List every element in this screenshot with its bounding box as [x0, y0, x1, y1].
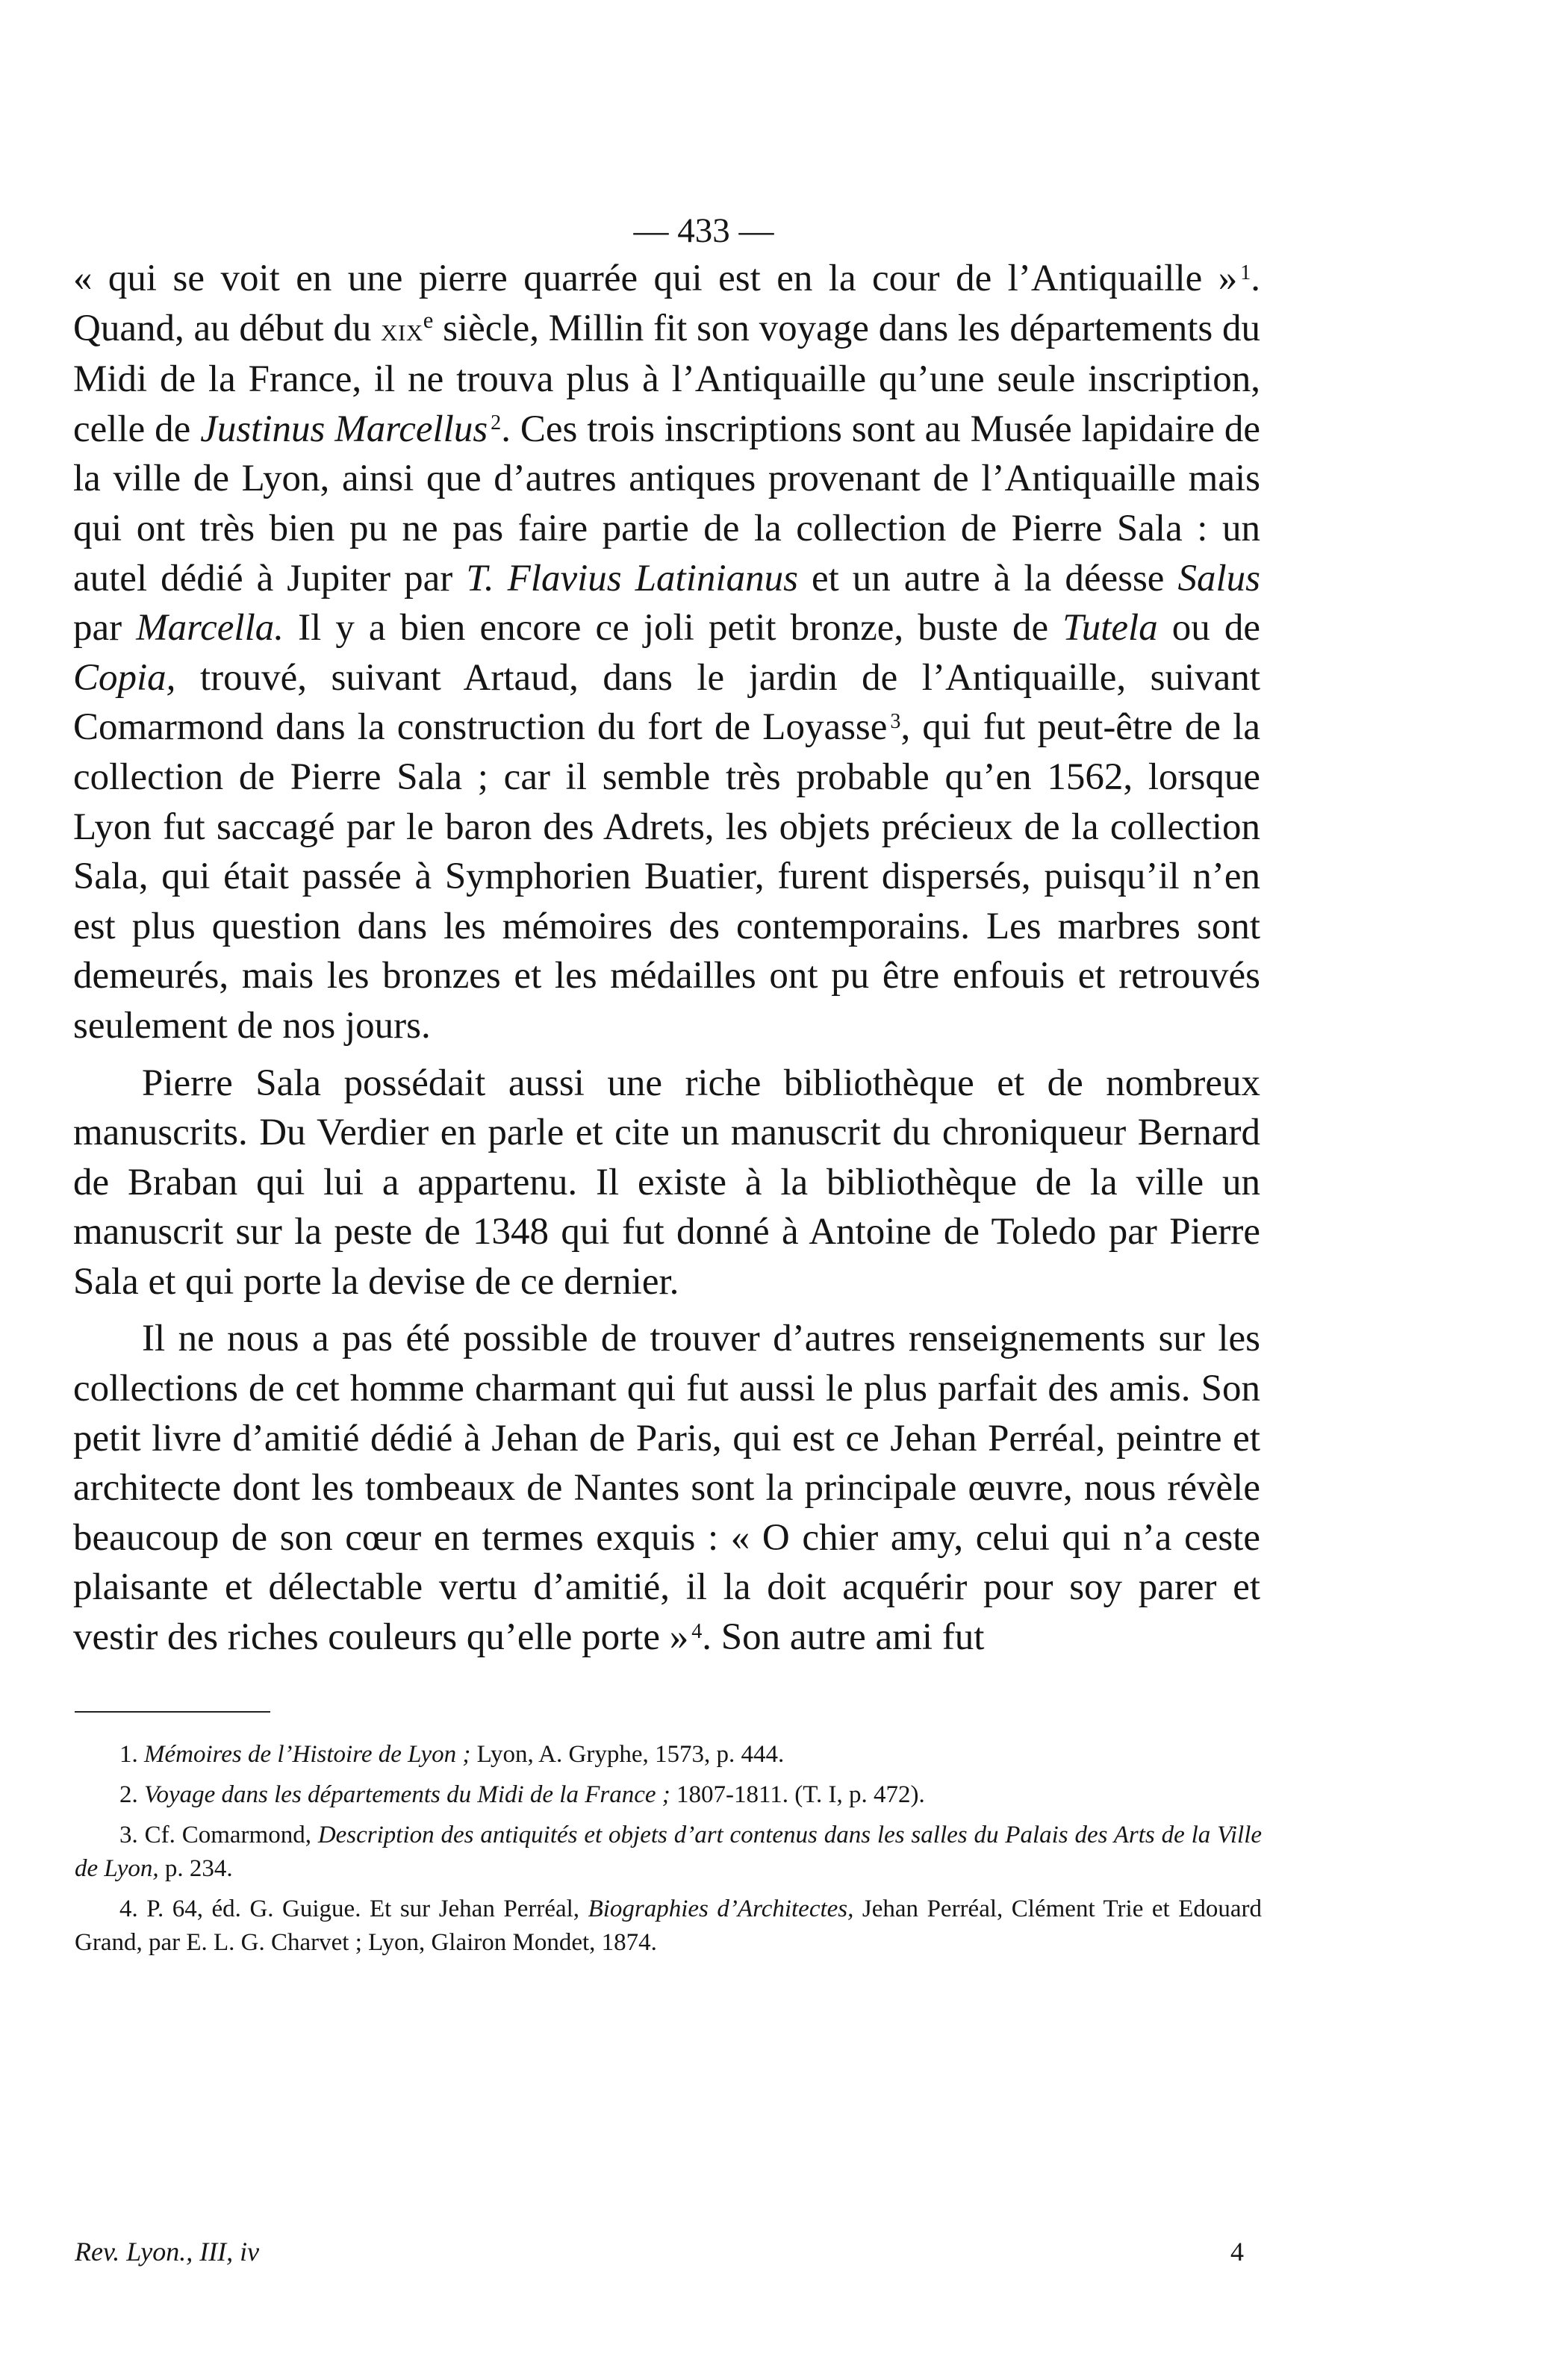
- text-run: 1.: [119, 1741, 144, 1768]
- footnote: [75, 1819, 1262, 1886]
- footnote-ref: 1: [1240, 261, 1251, 284]
- body-text: [73, 254, 1260, 1663]
- text-run: 4. P. 64, éd. G. Guigue. Et sur Jehan Perréal,: [119, 1895, 588, 1922]
- footnote-ref: 3: [890, 709, 901, 733]
- text-run: trouvé, suivant Artaud, dans le jardin de l’Antiquaille, suivant Comarmond dans la construction du fort de Loyasse: [73, 656, 1260, 749]
- footnotes: [75, 1738, 1262, 1966]
- text-run: « qui se voit en une pierre quarrée qui est en la cour de l’Antiquaille »: [73, 258, 1238, 299]
- superscript: e: [423, 307, 434, 333]
- text-run: 1807-1811. (T. I, p. 472).: [670, 1781, 925, 1808]
- journal-signature: Rev. Lyon., III, iv: [75, 2237, 260, 2267]
- italic-text: Description des antiquités et objets d’art contenus dans les salles du Palais des Arts de la Ville de Lyon,: [75, 1822, 1263, 1882]
- text-run: . Quand, au début du: [73, 258, 1260, 349]
- paragraph: [73, 1059, 1260, 1307]
- text-run: . Ces trois inscriptions sont au Musée lapidaire de la ville de Lyon, ainsi que d’autres antiques provenant de l’Antiquaille mais qui ont très bien pu ne pas faire partie de la collection de Pierre Sala : un autel dédié à Jupiter par: [73, 408, 1260, 599]
- italic-text: Salus: [1177, 557, 1260, 599]
- italic-text: Biographies d’Architectes,: [588, 1895, 854, 1922]
- paragraph: [73, 1314, 1260, 1662]
- text-run: 2.: [119, 1781, 144, 1808]
- text-run: p. 234.: [158, 1855, 233, 1882]
- italic-text: T. Flavius Latinianus: [466, 557, 798, 599]
- small-caps-text: xix: [381, 311, 423, 348]
- footnote: [75, 1893, 1262, 1960]
- footnote-ref: 2: [491, 411, 502, 435]
- text-run: Jehan Perréal, Clément Trie et Edouard Grand, par E. L. G. Charvet ; Lyon, Glairon Mondet, 1874.: [75, 1895, 1263, 1956]
- italic-text: Copia,: [73, 656, 176, 699]
- paragraph: [73, 254, 1260, 1051]
- signature-number: 4: [1230, 2237, 1244, 2267]
- footnote: [75, 1778, 1262, 1812]
- footnote: [75, 1738, 1262, 1772]
- text-run: ou de: [1157, 607, 1260, 649]
- text-run: 3. Cf. Comarmond,: [119, 1822, 318, 1848]
- page-number: — 433 —: [633, 211, 774, 250]
- footnote-ref: 4: [691, 1619, 703, 1643]
- text-run: Lyon, A. Gryphe, 1573, p. 444.: [470, 1741, 785, 1768]
- text-run: par: [73, 607, 137, 649]
- footnote-separator: [75, 1711, 270, 1713]
- italic-text: Tutela: [1062, 607, 1158, 649]
- italic-text: Mémoires de l’Histoire de Lyon ;: [144, 1741, 471, 1768]
- italic-text: Voyage dans les départements du Midi de la France ;: [144, 1781, 670, 1808]
- text-run: Pierre Sala possédait aussi une riche bibliothèque et de nombreux manuscrits. Du Verdier en parle et cite un manuscrit du chroniqueur Bernard de Braban qui lui a appartenu. Il existe à la bibliothèque de la ville un manuscrit sur la peste de 1348 qui fut donné à Antoine de Toledo par Pierre Sala et qui porte la devise de ce dernier.: [73, 1062, 1260, 1303]
- text-run: siècle, Millin fit son voyage dans les départements du Midi de la France, il ne trouva plus à l’Antiquaille qu’une seule inscription, celle de: [73, 307, 1260, 450]
- italic-text: Justinus Marcellus: [200, 408, 488, 450]
- text-run: Il ne nous a pas été possible de trouver d’autres renseignements sur les collections de cet homme charmant qui fut aussi le plus parfait des amis. Son petit livre d’amitié dédié à Jehan de Paris, qui est ce Jehan Perréal, peintre et architecte dont les tombeaux de Nantes sont la principale œuvre, nous révèle beaucoup de son cœur en termes exquis : « O chier amy, celui qui n’a ceste plaisante et délectable vertu d’amitié, il la doit acquérir pour soy parer et vestir des riches couleurs qu’elle porte »: [73, 1318, 1260, 1659]
- text-run: , qui fut peut-être de la collection de Pierre Sala ; car il semble très probable qu’en 1562, lorsque Lyon fut saccagé par le baron des Adrets, les objets précieux de la collection Sala, qui était passée à Symphorien Buatier, furent dispersés, puisqu’il n’en est plus question dans les mémoires des contemporains. Les marbres sont demeurés, mais les bronzes et les médailles ont pu être enfouis et retrouvés seulement de nos jours.: [73, 706, 1260, 1047]
- italic-text: Marcella.: [136, 607, 284, 649]
- text-run: et un autre à la déesse: [797, 557, 1178, 599]
- text-run: . Son autre ami fut: [702, 1616, 985, 1659]
- text-run: Il y a bien encore ce joli petit bronze, buste de: [284, 607, 1063, 649]
